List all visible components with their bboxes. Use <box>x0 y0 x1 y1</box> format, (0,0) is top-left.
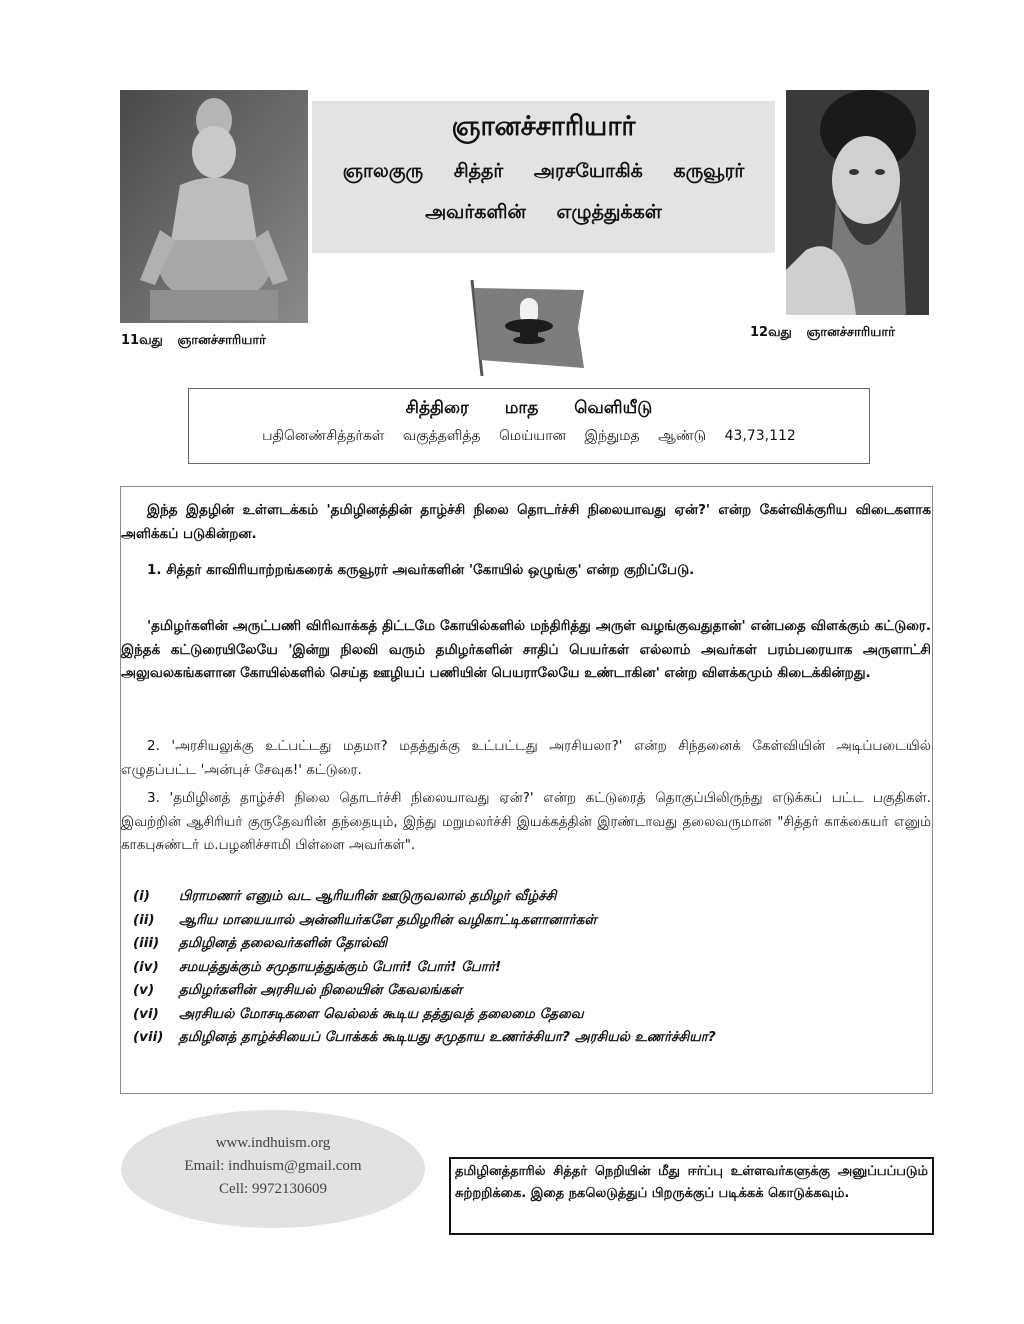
item-2-paragraph: 2. 'அரசியலுக்கு உட்பட்டது மதமா? மதத்துக்கு உட்பட்டது அரசியலா?' என்ற சிந்தனைக் கேள்வியின் அடிப்படையில் எழுதப்பட்ட 'அன்புச் சேவுக!' கட்டுரை. <box>121 738 931 778</box>
item-1-description: 'தமிழர்களின் அருட்பணி விரிவாக்கத் திட்டமே கோயில்களில் மந்திரித்து அருள் வழங்குவதுதான்' என்பதை விளக்கும் கட்டுரை. இந்தக் கட்டுரையிலேயே 'இன்று நிலவி வரும் தமிழர்களின் சாதிப் பெயர்கள் எல்லாம் அவர்கள் பரம்பரையாக அருளாட்சி அலுவலகங்களான கோயில்களில் செய்த ஊழியப் பணியின் பெயராலேயே உண்டாகின' என்ற விளக்கமும் கிடைக்கின்றது. <box>121 618 931 681</box>
list-item: (vi) அரசியல் மோசடிகளை வெல்லக் கூடிய தத்துவத் தலைமை தேவை <box>133 1005 584 1022</box>
list-item: (iii) தமிழினத் தலைவர்களின் தோல்வி <box>133 935 388 951</box>
statue-photo <box>120 90 308 323</box>
intro-paragraph: இந்த இதழின் உள்ளடக்கம் 'தமிழினத்தின் தாழ்ச்சி நிலை தொடர்ச்சி நிலையாவது ஏன்?' என்ற கேள்விக்குரிய விடைகளாக அளிக்கப் படுகின்றன. <box>121 502 931 542</box>
item-1-heading: 1. சித்தர் காவிரியாற்றங்கரைக் கருவூரர் அவர்களின் 'கோயில் ஒழுங்கு' என்ற குறிப்பேடு. <box>147 562 695 578</box>
portrait-photo <box>786 90 929 315</box>
contact-info <box>121 1110 425 1228</box>
flag-icon <box>458 268 588 378</box>
list-item: (ii) ஆரிய மாயையால் அன்னியர்களே தமிழரின் வழிகாட்டிகளானார்கள் <box>133 911 597 928</box>
seated-guru-statue-image <box>120 90 308 323</box>
topics-list <box>133 885 931 1050</box>
item-3-paragraph: 3. 'தமிழினத் தாழ்ச்சி நிலை தொடர்ச்சி நிலையாவது ஏன்?' என்ற கட்டுரைத் தொகுப்பிலிருந்து எடுக்கப் பட்ட பகுதிகள். இவற்றின் ஆசிரியர் குருதேவரின் தந்தையும், இந்து மறுமலர்ச்சி இயக்கத்தின் இரண்டாவது தலைவருமான "சித்தர் காக்கையர் எனும் காகபுசுண்டர் ம.பழனிச்சாமி பிள்ளை அவர்கள்". <box>121 790 931 853</box>
issue-info-box <box>188 388 870 464</box>
writings-line: அவர்களின் எழுத்துக்கள் <box>425 201 662 223</box>
phone-number: Cell: 9972130609 <box>219 1181 327 1197</box>
list-item: (vii) தமிழினத் தாழ்ச்சியைப் போக்கக் கூடியது சமுதாய உணர்ச்சியா? அரசியல் உணர்ச்சியா? <box>133 1029 716 1045</box>
website-link[interactable]: www.indhuism.org <box>215 1135 331 1151</box>
page-title: ஞானச்சாரியார் <box>451 111 636 142</box>
left-photo-caption: 11வது ஞானச்சாரியார் <box>121 333 266 348</box>
list-item: (iv) சமயத்துக்கும் சமுதாயத்துக்கும் போர்! போர்! போர்! <box>133 958 502 975</box>
email-link[interactable]: Email: indhuism@gmail.com <box>184 1158 362 1174</box>
bearded-man-portrait-image <box>786 90 929 315</box>
year-line: பதினெண்சித்தர்கள் வகுத்தளித்த மெய்யான இந்துமத ஆண்டு 43,73,112 <box>262 428 796 444</box>
title-block <box>312 101 775 253</box>
circular-note: தமிழினத்தாரில் சித்தர் நெறியின் மீது ஈர்ப்பு உள்ளவர்களுக்கு அனுப்பப்படும் சுற்றறிக்கை. இதை நகலெடுத்துப் பிறருக்குப் படிக்கக் கொடுக்கவும். <box>449 1157 934 1235</box>
author-line: ஞாலகுரு சித்தர் அரசயோகிக் கருவூரர் <box>342 160 745 182</box>
content-box <box>120 486 933 1094</box>
issue-month: சித்திரை மாத வெளியீடு <box>405 398 653 418</box>
list-item: (v) தமிழர்களின் அரசியல் நிலையின் கேவலங்கள் <box>133 982 463 998</box>
right-photo-caption: 12வது ஞானச்சாரியார் <box>750 325 895 340</box>
list-item: (i) பிராமணர் எனும் வட ஆரியரின் ஊடுருவலால் தமிழர் வீழ்ச்சி <box>133 888 557 904</box>
